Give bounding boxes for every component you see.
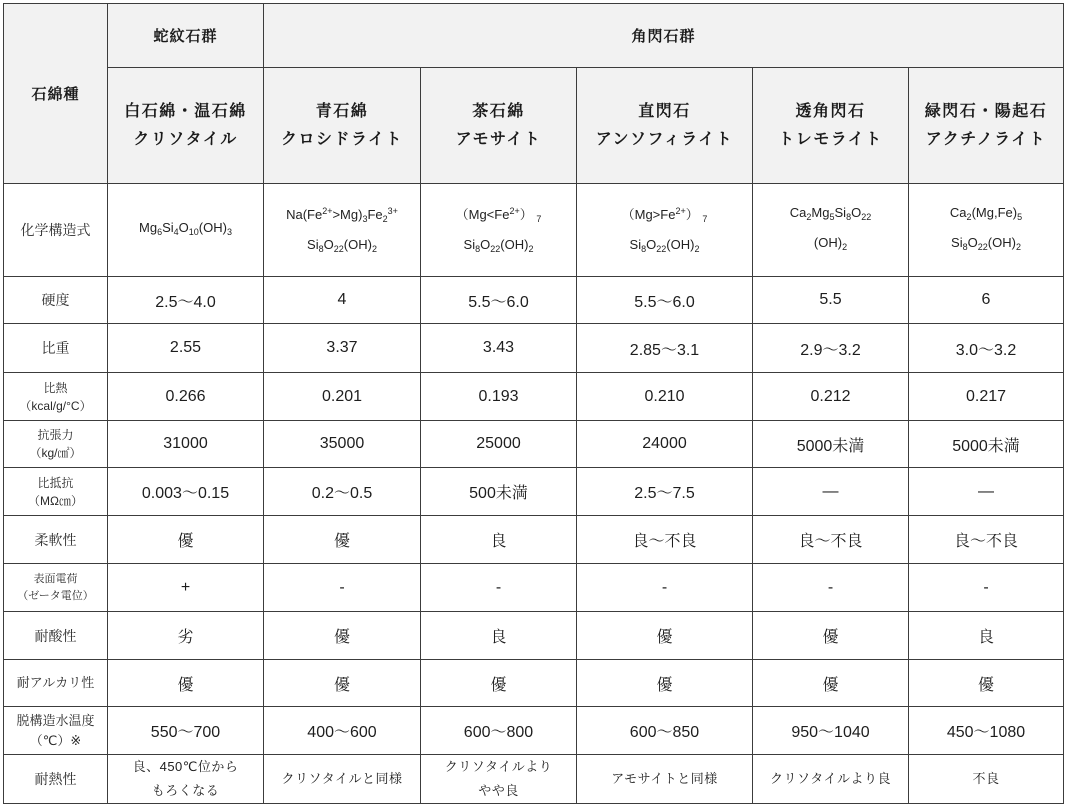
row-label-text: 硬度 [41, 292, 70, 308]
amphibole-group-header: 角閃石群 [264, 4, 1064, 68]
row-label-text: 耐熱性 [34, 771, 77, 787]
cell-specific-heat-amosite: 0.193 [421, 373, 577, 421]
cell-flexibility-chrysotile: 優 [108, 516, 264, 564]
formula-text: (OH) [500, 236, 529, 252]
cell-dehydroxylation-tremolite: 950～1040 [753, 707, 909, 755]
cell-resistivity-tremolite: — [753, 468, 909, 516]
formula-subscript: 4 [173, 227, 179, 237]
cell-hardness-crocidolite: 4 [264, 277, 421, 324]
cell-specific-heat-tremolite: 0.212 [753, 373, 909, 421]
formula-text: O [480, 236, 491, 252]
cell-resistivity-crocidolite: 0.2～0.5 [264, 468, 421, 516]
cell-specific-heat-anthophyllite: 0.210 [577, 373, 753, 421]
formula-text: Na(Fe [286, 206, 323, 222]
cell-surface-charge-actinolite: - [909, 564, 1064, 612]
formula-subscript: 7 [702, 213, 708, 224]
row-label-unit: （℃）※ [29, 732, 82, 748]
row-label-acid-resistance [4, 612, 108, 660]
mineral-header-crocidolite [264, 68, 421, 184]
cell-hardness-chrysotile: 2.5～4.0 [108, 277, 264, 324]
formula-subscript: 2 [694, 243, 700, 254]
cell-dehydroxylation-crocidolite: 400～600 [264, 707, 421, 755]
row-label-text: 柔軟性 [34, 531, 77, 548]
row-label-flexibility [4, 516, 108, 564]
cell-acid-resistance-tremolite: 優 [753, 612, 909, 660]
cell-hardness-tremolite: 5.5 [753, 277, 909, 324]
cell-tensile-strength-tremolite: 5000未満 [753, 421, 909, 468]
cell-specific-heat-chrysotile: 0.266 [108, 373, 264, 421]
row-label-text: 比熱 [43, 380, 68, 395]
formula-text: Fe [367, 206, 383, 222]
cell-heat-resistance-amosite [421, 755, 577, 804]
formula-text: Ca [949, 205, 967, 220]
cell-tensile-strength-crocidolite: 35000 [264, 421, 421, 468]
cell-heat-resistance-crocidolite [264, 755, 421, 804]
cell-alkali-resistance-crocidolite: 優 [264, 660, 421, 707]
cell-surface-charge-crocidolite: - [264, 564, 421, 612]
formula-subscript: 22 [861, 212, 872, 222]
formula-subscript: 2 [371, 243, 377, 254]
mineral-header-anthophyllite [577, 68, 753, 184]
formula-subscript: 8 [846, 212, 852, 222]
row-label-text: 耐アルカリ性 [16, 675, 95, 690]
cell-specific-gravity-tremolite: 2.9～3.2 [753, 324, 909, 373]
cell-surface-charge-chrysotile: + [108, 564, 264, 612]
formula-line [756, 200, 905, 230]
formula-superscript: 2+ [509, 205, 520, 216]
formula-superscript: 3+ [387, 205, 398, 216]
row-label-text: 耐酸性 [34, 627, 77, 644]
formula-text: O [851, 205, 862, 220]
mineral-common-name: 茶石綿 [472, 102, 525, 120]
formula-subscript: 2 [528, 243, 534, 254]
cell-specific-gravity-crocidolite: 3.37 [264, 324, 421, 373]
formula-subscript: 22 [333, 243, 344, 254]
cell-acid-resistance-crocidolite: 優 [264, 612, 421, 660]
cell-hardness-amosite: 5.5～6.0 [421, 277, 577, 324]
formula-text: ） [685, 206, 703, 222]
mineral-header-amosite [421, 68, 577, 184]
cell-acid-resistance-actinolite: 良 [909, 612, 1064, 660]
row-label-unit: （kcal/g/°C） [19, 398, 92, 413]
formula-line [267, 199, 417, 232]
cell-specific-gravity-actinolite: 3.0～3.2 [909, 324, 1064, 373]
cell-line: やや良 [478, 783, 519, 798]
formula-subscript: 2 [806, 212, 812, 222]
formula-text: (OH) [666, 236, 695, 252]
cell-line: 良、450℃位から [132, 759, 239, 774]
cell-tensile-strength-amosite: 25000 [421, 421, 577, 468]
formula-text: ） [519, 206, 537, 222]
mineral-name: アクチノライト [925, 130, 1047, 148]
mineral-common-name: 透角閃石 [795, 102, 866, 120]
cell-acid-resistance-anthophyllite: 優 [577, 612, 753, 660]
formula-subscript: 2 [1015, 242, 1021, 252]
row-label-alkali-resistance [4, 660, 108, 707]
row-label-specific-gravity [4, 324, 108, 373]
cell-line: クリソタイルと同様 [281, 771, 403, 786]
mineral-common-name: 白石綿・温石綿 [124, 102, 247, 120]
row-label-tensile-strength [4, 421, 108, 468]
cell-resistivity-amosite: 500未満 [421, 468, 577, 516]
formula-subscript: 22 [977, 242, 988, 252]
formula-subscript: 8 [962, 242, 968, 252]
cell-line: アモサイトと同様 [611, 771, 718, 786]
formula-text: Si [951, 235, 963, 250]
formula-subscript: 3 [362, 213, 368, 224]
cell-heat-resistance-tremolite [753, 755, 909, 804]
formula-line [424, 232, 573, 262]
cell-formula-tremolite [753, 184, 909, 277]
formula-line [580, 232, 749, 262]
cell-dehydroxylation-anthophyllite: 600～850 [577, 707, 753, 755]
formula-subscript: 2 [842, 242, 848, 252]
formula-line [267, 232, 417, 262]
cell-flexibility-actinolite: 良～不良 [909, 516, 1064, 564]
cell-heat-resistance-chrysotile [108, 755, 264, 804]
cell-dehydroxylation-chrysotile: 550～700 [108, 707, 264, 755]
formula-text: O [967, 235, 978, 250]
row-label-unit: （ゼータ電位） [17, 589, 94, 602]
formula-subscript: 5 [829, 212, 835, 222]
cell-tensile-strength-anthophyllite: 24000 [577, 421, 753, 468]
formula-text: O [646, 236, 657, 252]
cell-resistivity-actinolite: — [909, 468, 1064, 516]
serpentine-group-header: 蛇紋石群 [108, 4, 264, 68]
mineral-name: アモサイト [455, 130, 542, 148]
formula-text: Ca [789, 205, 807, 220]
formula-text: O [178, 220, 189, 235]
cell-line: 不良 [972, 771, 1000, 786]
formula-text: >Mg) [332, 206, 363, 222]
cell-resistivity-chrysotile: 0.003～0.15 [108, 468, 264, 516]
cell-specific-gravity-anthophyllite: 2.85～3.1 [577, 324, 753, 373]
formula-text: (OH) [813, 235, 843, 250]
formula-text: Si [307, 236, 319, 252]
cell-flexibility-tremolite: 良～不良 [753, 516, 909, 564]
row-label-chemical-formula [4, 184, 108, 277]
cell-acid-resistance-amosite: 良 [421, 612, 577, 660]
row-label-dehydroxylation-temperature [4, 707, 108, 755]
row-label-text: 脱構造水温度 [16, 712, 95, 728]
formula-subscript: 2 [382, 213, 388, 224]
cell-alkali-resistance-tremolite: 優 [753, 660, 909, 707]
cell-formula-amosite [421, 184, 577, 277]
mineral-name: クリソタイル [133, 130, 238, 148]
asbestos-properties-table [3, 3, 1064, 804]
mineral-name: アンソフィライト [595, 130, 734, 148]
cell-hardness-actinolite: 6 [909, 277, 1064, 324]
cell-formula-anthophyllite [577, 184, 753, 277]
mineral-name: トレモライト [778, 130, 883, 148]
formula-line [111, 215, 260, 245]
cell-dehydroxylation-actinolite: 450～1080 [909, 707, 1064, 755]
formula-text: Si [463, 236, 476, 252]
formula-text: （Mg>Fe [621, 206, 676, 222]
asbestos-type-header: 石綿種 [4, 4, 108, 184]
mineral-header-actinolite [909, 68, 1064, 184]
formula-subscript: 3 [226, 227, 232, 237]
mineral-common-name: 直閃石 [638, 102, 691, 120]
cell-dehydroxylation-amosite: 600～800 [421, 707, 577, 755]
cell-formula-chrysotile [108, 184, 264, 277]
cell-specific-gravity-amosite: 3.43 [421, 324, 577, 373]
mineral-common-name: 青石綿 [315, 102, 369, 120]
cell-alkali-resistance-amosite: 優 [421, 660, 577, 707]
mineral-header-chrysotile [108, 68, 264, 184]
row-label-surface-charge [4, 564, 108, 612]
cell-alkali-resistance-chrysotile: 優 [108, 660, 264, 707]
formula-superscript: 2+ [322, 205, 333, 216]
cell-heat-resistance-actinolite [909, 755, 1064, 804]
row-label-heat-resistance [4, 755, 108, 804]
formula-line [912, 200, 1060, 230]
cell-specific-heat-actinolite: 0.217 [909, 373, 1064, 421]
row-label-resistivity [4, 468, 108, 516]
row-label-unit: （kg/㎠） [29, 446, 82, 460]
formula-text: O [323, 236, 334, 252]
cell-heat-resistance-anthophyllite [577, 755, 753, 804]
formula-subscript: 8 [475, 243, 481, 254]
formula-subscript: 5 [1017, 212, 1023, 222]
cell-tensile-strength-chrysotile: 31000 [108, 421, 264, 468]
row-label-text: 比重 [41, 340, 70, 356]
formula-line [580, 199, 749, 232]
cell-hardness-anthophyllite: 5.5～6.0 [577, 277, 753, 324]
cell-formula-crocidolite [264, 184, 421, 277]
formula-text: Si [162, 220, 174, 235]
cell-line: クリソタイルより [444, 759, 553, 774]
formula-subscript: 8 [641, 243, 647, 254]
formula-text: Si [834, 205, 847, 220]
cell-alkali-resistance-anthophyllite: 優 [577, 660, 753, 707]
cell-surface-charge-tremolite: - [753, 564, 909, 612]
formula-line [912, 230, 1060, 260]
cell-alkali-resistance-actinolite: 優 [909, 660, 1064, 707]
cell-line: もろくなる [151, 783, 220, 798]
formula-text: (Mg,Fe) [971, 205, 1018, 220]
row-label-unit: （MΩ㎝） [28, 493, 83, 508]
formula-subscript: 2 [966, 212, 972, 222]
formula-text: Si [629, 236, 642, 252]
cell-formula-actinolite [909, 184, 1064, 277]
formula-subscript: 22 [656, 243, 667, 254]
row-label-hardness [4, 277, 108, 324]
cell-line: クリソタイルより良 [769, 771, 892, 786]
cell-flexibility-amosite: 良 [421, 516, 577, 564]
cell-surface-charge-amosite: - [421, 564, 577, 612]
formula-text: (OH) [198, 220, 227, 235]
mineral-common-name: 緑閃石・陽起石 [924, 102, 1048, 120]
cell-specific-gravity-chrysotile: 2.55 [108, 324, 264, 373]
cell-flexibility-crocidolite: 優 [264, 516, 421, 564]
formula-subscript: 7 [536, 213, 542, 224]
mineral-header-tremolite [753, 68, 909, 184]
formula-subscript: 8 [318, 243, 324, 254]
formula-subscript: 6 [157, 227, 163, 237]
mineral-name: クロシドライト [280, 130, 404, 148]
formula-line [756, 230, 905, 260]
cell-flexibility-anthophyllite: 良～不良 [577, 516, 753, 564]
formula-text: (OH) [343, 236, 372, 252]
row-label-text: 比抵抗 [37, 475, 74, 490]
formula-line [424, 199, 573, 232]
formula-text: Mg [139, 220, 158, 235]
cell-resistivity-anthophyllite: 2.5～7.5 [577, 468, 753, 516]
row-label-text: 抗張力 [37, 428, 74, 442]
cell-acid-resistance-chrysotile: 劣 [108, 612, 264, 660]
cell-tensile-strength-actinolite: 5000未満 [909, 421, 1064, 468]
cell-surface-charge-anthophyllite: - [577, 564, 753, 612]
formula-text: （Mg<Fe [455, 206, 510, 222]
formula-subscript: 10 [188, 227, 199, 237]
row-label-text: 化学構造式 [20, 222, 91, 238]
row-label-specific-heat [4, 373, 108, 421]
cell-specific-heat-crocidolite: 0.201 [264, 373, 421, 421]
row-label-text: 表面電荷 [33, 572, 78, 585]
formula-text: Mg [811, 205, 830, 220]
formula-subscript: 22 [490, 243, 501, 254]
formula-superscript: 2+ [675, 205, 686, 216]
formula-text: (OH) [987, 235, 1016, 250]
